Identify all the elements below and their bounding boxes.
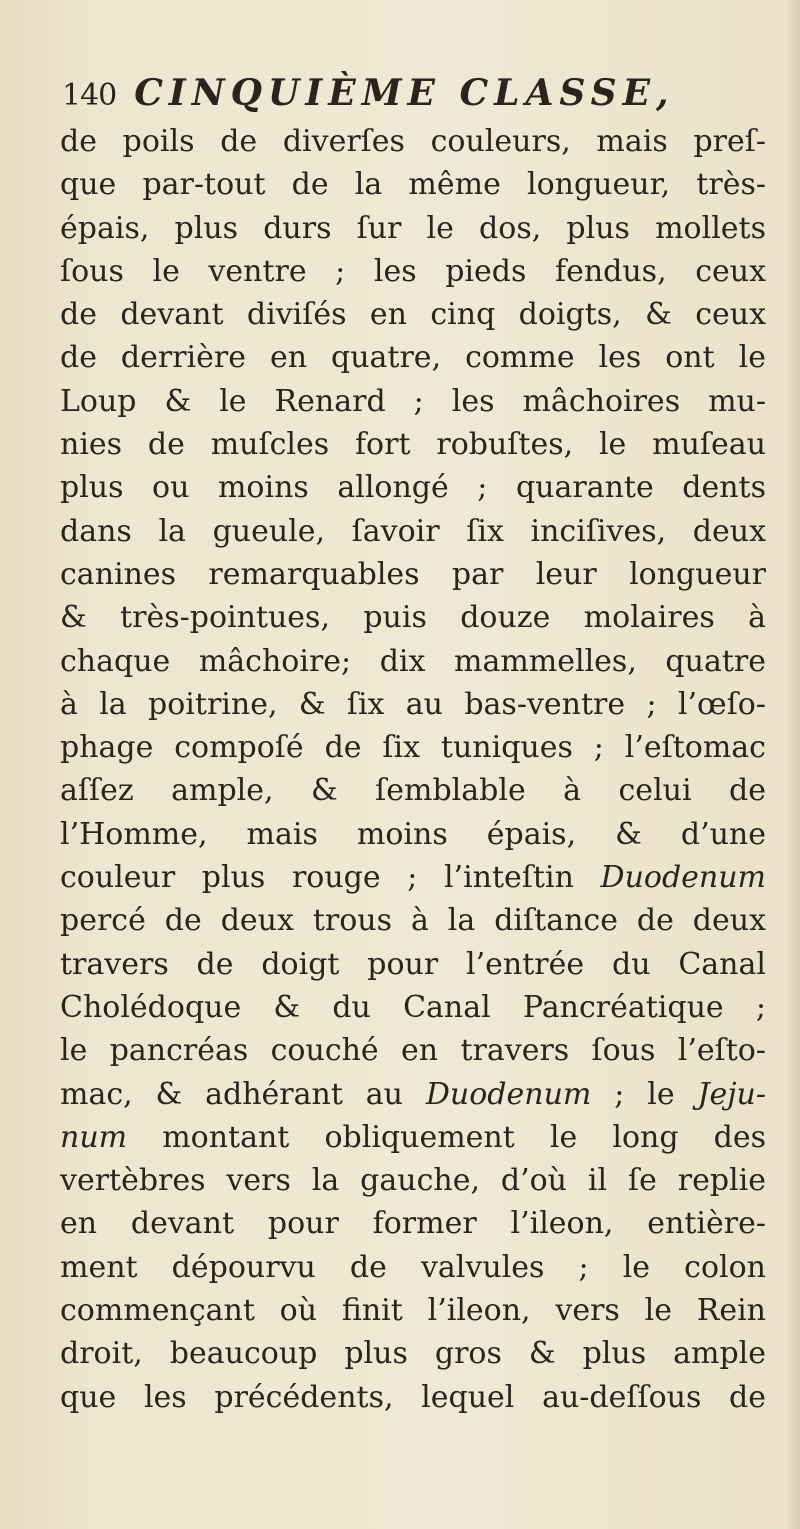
text-segment: mac, & adhérant au <box>60 1076 426 1112</box>
text-line: l’Homme, mais moins épais, & d’une <box>60 816 766 852</box>
text-line: & très-pointues, puis douze molaires à <box>60 600 766 636</box>
text-line: que les précédents, lequel au-deſſous de <box>60 1379 766 1415</box>
text-line-mixed <box>60 1116 766 1159</box>
text-line: à la poitrine, & ſix au bas-ventre ; l’œſo- <box>60 686 766 722</box>
text-line: Loup & le Renard ; les mâchoires mu- <box>60 383 766 419</box>
text-line: commençant où finit l’ileon, vers le Rein <box>60 1293 766 1329</box>
text-line: de poils de diverſes couleurs, mais preſ- <box>60 124 766 159</box>
text-line: ſous le ventre ; les pieds fendus, ceux <box>60 253 766 289</box>
text-line: plus ou moins allongé ; quarante dents <box>60 470 766 506</box>
text-line: phage compoſé de ſix tuniques ; l’eſtomac <box>60 730 766 766</box>
text-line: de derrière en quatre, comme les ont le <box>60 340 766 376</box>
text-line: que par-tout de la même longueur, très- <box>60 167 766 203</box>
text-line: de devant diviſés en cinq doigts, & ceux <box>60 297 766 333</box>
text-line: canines remarquables par leur longueur <box>60 556 766 592</box>
page-edge-shadow <box>786 0 800 1529</box>
italic-term-duodenum: Duodenum <box>425 1076 592 1112</box>
body-text <box>60 120 766 1419</box>
text-line: nies de muſcles fort robuſtes, le muſeau <box>60 427 766 463</box>
text-line: chaque mâchoire; dix mammelles, quatre <box>60 643 766 679</box>
text-line: le pancréas couché en travers ſous l’eſto- <box>60 1033 766 1069</box>
text-line: ment dépourvu de valvules ; le colon <box>60 1249 766 1285</box>
text-line: Cholédoque & du Canal Pancréatique ; <box>60 989 766 1025</box>
italic-term-jejunum-end: num <box>60 1119 128 1155</box>
page-number: 140 <box>62 78 117 113</box>
text-segment: ; le <box>591 1076 698 1112</box>
italic-term-duodenum: Duodenum <box>600 860 766 896</box>
text-line: en devant pour former l’ileon, entière- <box>60 1206 766 1242</box>
text-line: percé de deux trous à la diſtance de deux <box>60 903 766 939</box>
text-line-mixed <box>60 856 766 899</box>
text-line: dans la gueule, ſavoir ſix inciſives, deux <box>60 513 766 549</box>
text-line: travers de doigt pour l’entrée du Canal <box>60 946 766 982</box>
text-line: vertèbres vers la gauche, d’où il ſe replie <box>60 1163 766 1199</box>
text-line-mixed <box>60 1073 766 1116</box>
text-segment: montant obliquement le long des <box>127 1119 766 1155</box>
running-title: CINQUIÈME CLASSE, <box>134 72 675 114</box>
text-line: aſſez ample, & ſemblable à celui de <box>60 773 766 809</box>
text-line: épais, plus durs ſur le dos, plus mollets <box>60 210 766 246</box>
italic-term-jejunum: Jeju- <box>697 1076 766 1112</box>
text-segment: couleur plus rouge ; l’inteſtin <box>60 860 601 896</box>
text-line: droit, beaucoup plus gros & plus ample <box>60 1336 766 1372</box>
